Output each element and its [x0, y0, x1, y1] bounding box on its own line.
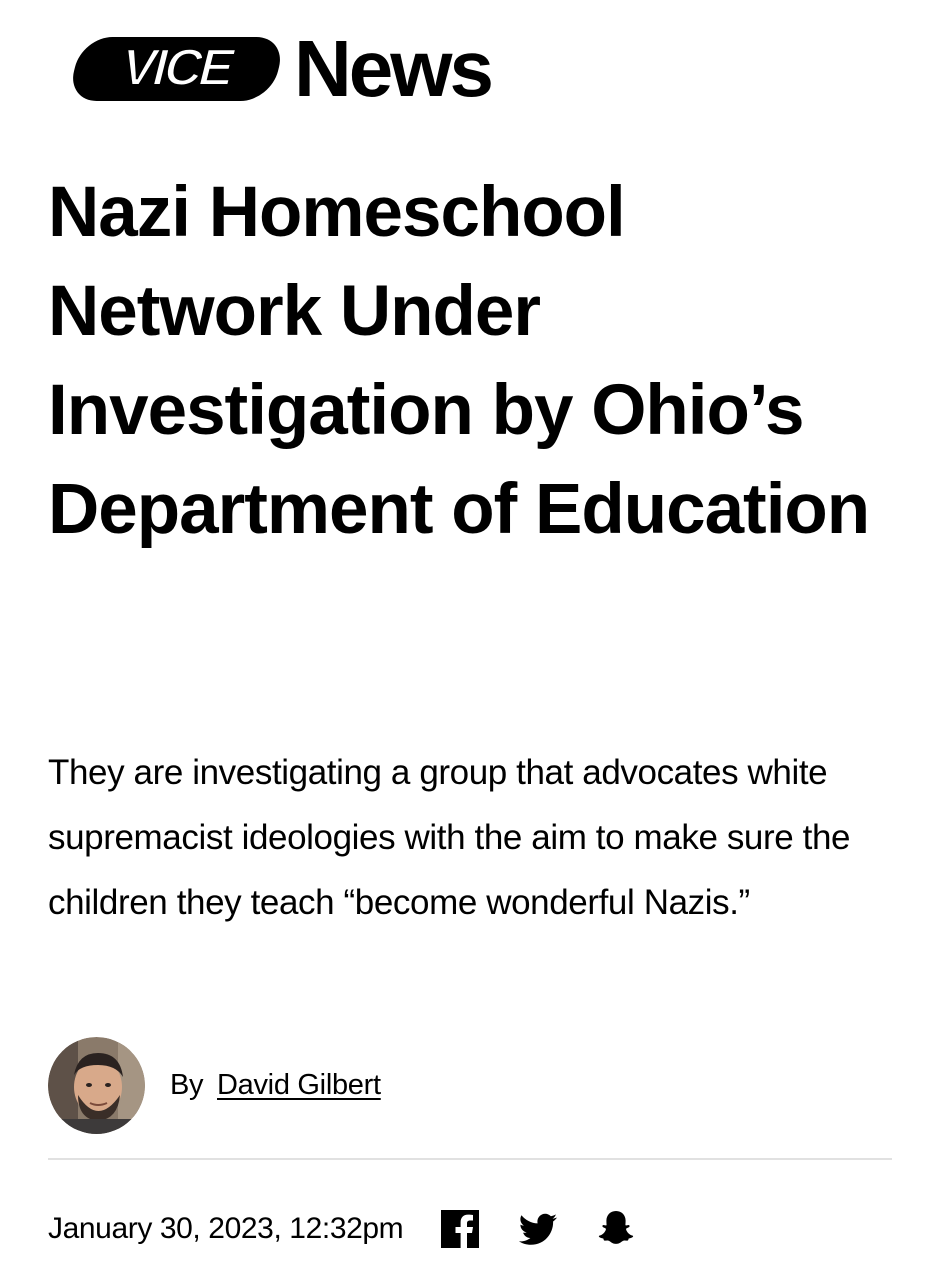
vice-logo	[66, 31, 288, 107]
twitter-share-button[interactable]	[517, 1208, 559, 1250]
article-dek: They are investigating a group that advocates white supremacist ideologies with the aim to make sure the children they teach “become wonderful Nazis.”	[48, 753, 851, 922]
svg-text:VICE: VICE	[114, 38, 239, 97]
divider	[48, 1158, 892, 1160]
site-header	[66, 26, 491, 112]
section-name[interactable]: News	[294, 24, 491, 113]
twitter-icon	[517, 1208, 559, 1250]
author-avatar[interactable]	[48, 1037, 145, 1134]
byline-prefix: By	[170, 1069, 204, 1101]
facebook-share-button[interactable]	[439, 1208, 481, 1250]
vice-logo-link[interactable]	[66, 31, 288, 107]
byline-text	[170, 1069, 381, 1102]
publish-date: January 30, 2023, 12:32pm	[48, 1212, 404, 1245]
byline	[48, 1037, 381, 1134]
facebook-icon	[439, 1208, 481, 1250]
article-meta	[48, 1200, 673, 1258]
article-headline: Nazi Homeschool Network Under Investigation by Ohio’s Department of Education	[48, 173, 870, 549]
snapchat-icon	[595, 1208, 637, 1250]
share-bar	[439, 1208, 673, 1250]
author-link[interactable]: David Gilbert	[217, 1069, 381, 1101]
snapchat-share-button[interactable]	[595, 1208, 637, 1250]
